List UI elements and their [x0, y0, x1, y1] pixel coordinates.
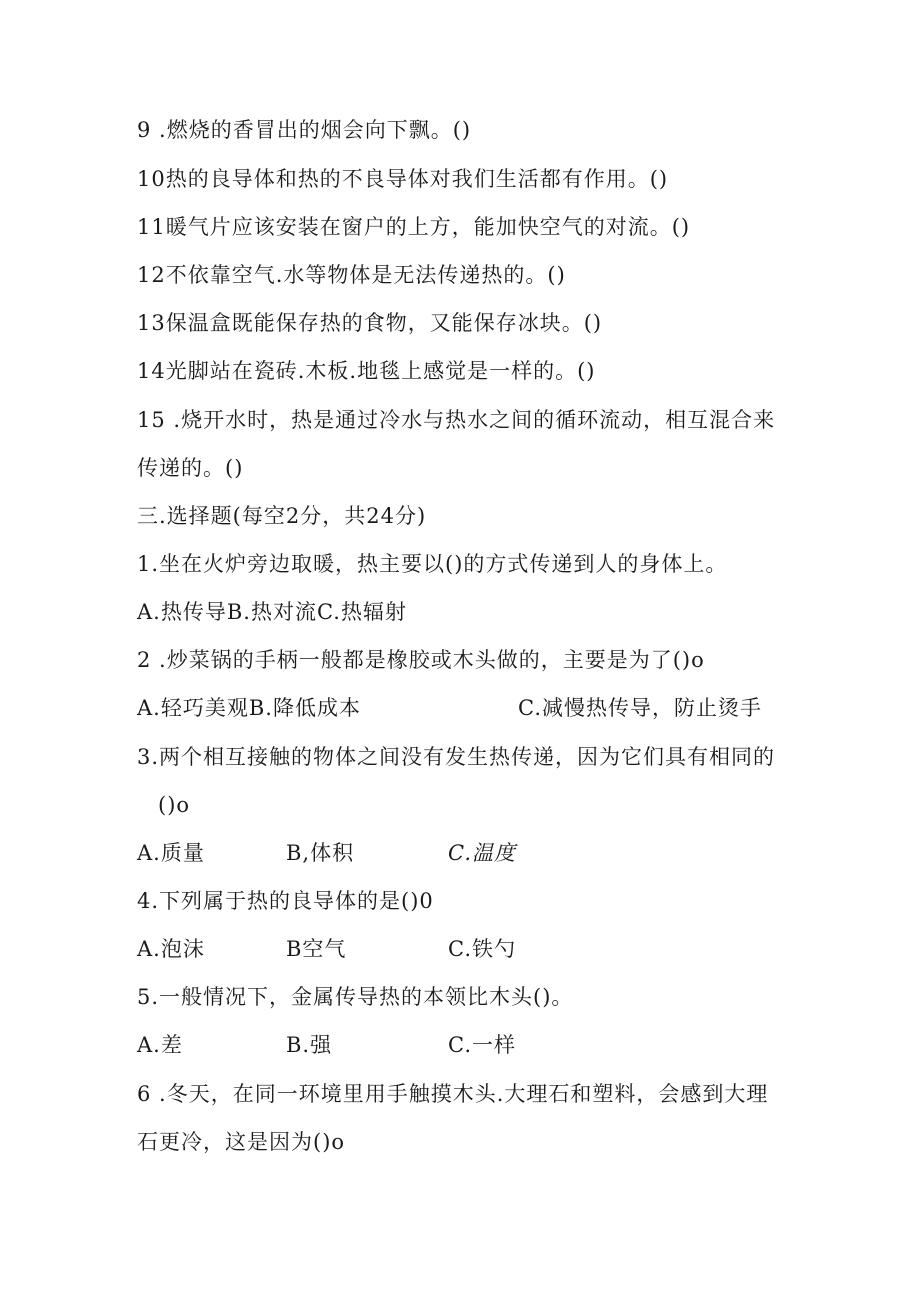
option-2-c: C.减慢热传导，防止烫手: [518, 696, 762, 720]
option-5-a: A.差: [137, 1033, 183, 1057]
choice-question-4: 4.下列属于热的良导体的是()0: [137, 889, 434, 913]
choice-question-6-cont: 石更冷，这是因为()o: [137, 1130, 346, 1154]
choice-question-6: 6 .冬天，在同一环境里用手触摸木头.大理石和塑料，会感到大理: [137, 1082, 769, 1106]
judgment-item-9: 9 .燃烧的香冒出的烟会向下飘。(): [137, 118, 472, 142]
judgment-item-15: 15 .烧开水时，热是通过冷水与热水之间的循环流动，相互混合来: [137, 408, 776, 432]
choice-question-3-cont: ()o: [158, 793, 191, 817]
option-4-b: B空气: [286, 937, 347, 961]
choice-question-3: 3.两个相互接触的物体之间没有发生热传递，因为它们具有相同的: [137, 745, 776, 769]
choice-options-1: A.热传导B.热对流C.热辐射: [137, 600, 407, 624]
judgment-item-14: 14光脚站在瓷砖.木板.地毯上感觉是一样的。(): [137, 359, 596, 383]
option-5-b: B.强: [286, 1033, 333, 1057]
option-3-b: B,体积: [286, 841, 355, 865]
option-4-a: A.泡沫: [137, 937, 205, 961]
option-3-c: C.温度: [448, 841, 516, 865]
judgment-item-13: 13保温盒既能保存热的食物，又能保存冰块。(): [137, 311, 603, 335]
option-2-ab: A.轻巧美观B.降低成本: [137, 696, 361, 720]
judgment-item-12: 12不依靠空气.水等物体是无法传递热的。(): [137, 263, 566, 287]
choice-question-5: 5.一般情况下，金属传导热的本领比木头()。: [137, 985, 574, 1009]
option-3-a: A.质量: [137, 841, 205, 865]
judgment-item-15-cont: 传递的。(): [137, 456, 244, 480]
option-5-c: C.一样: [448, 1033, 516, 1057]
judgment-item-10: 10热的良导体和热的不良导体对我们生活都有作用。(): [137, 167, 669, 191]
choice-question-1: 1.坐在火炉旁边取暖，热主要以()的方式传递到人的身体上。: [137, 552, 728, 576]
choice-question-2: 2 .炒菜锅的手柄一般都是橡胶或木头做的，主要是为了()o: [137, 648, 705, 672]
section-heading: 三.选择题(每空2分，共24分): [137, 504, 427, 528]
judgment-item-11: 11暖气片应该安装在窗户的上方，能加快空气的对流。(): [137, 215, 691, 239]
option-4-c: C.铁勺: [448, 937, 516, 961]
